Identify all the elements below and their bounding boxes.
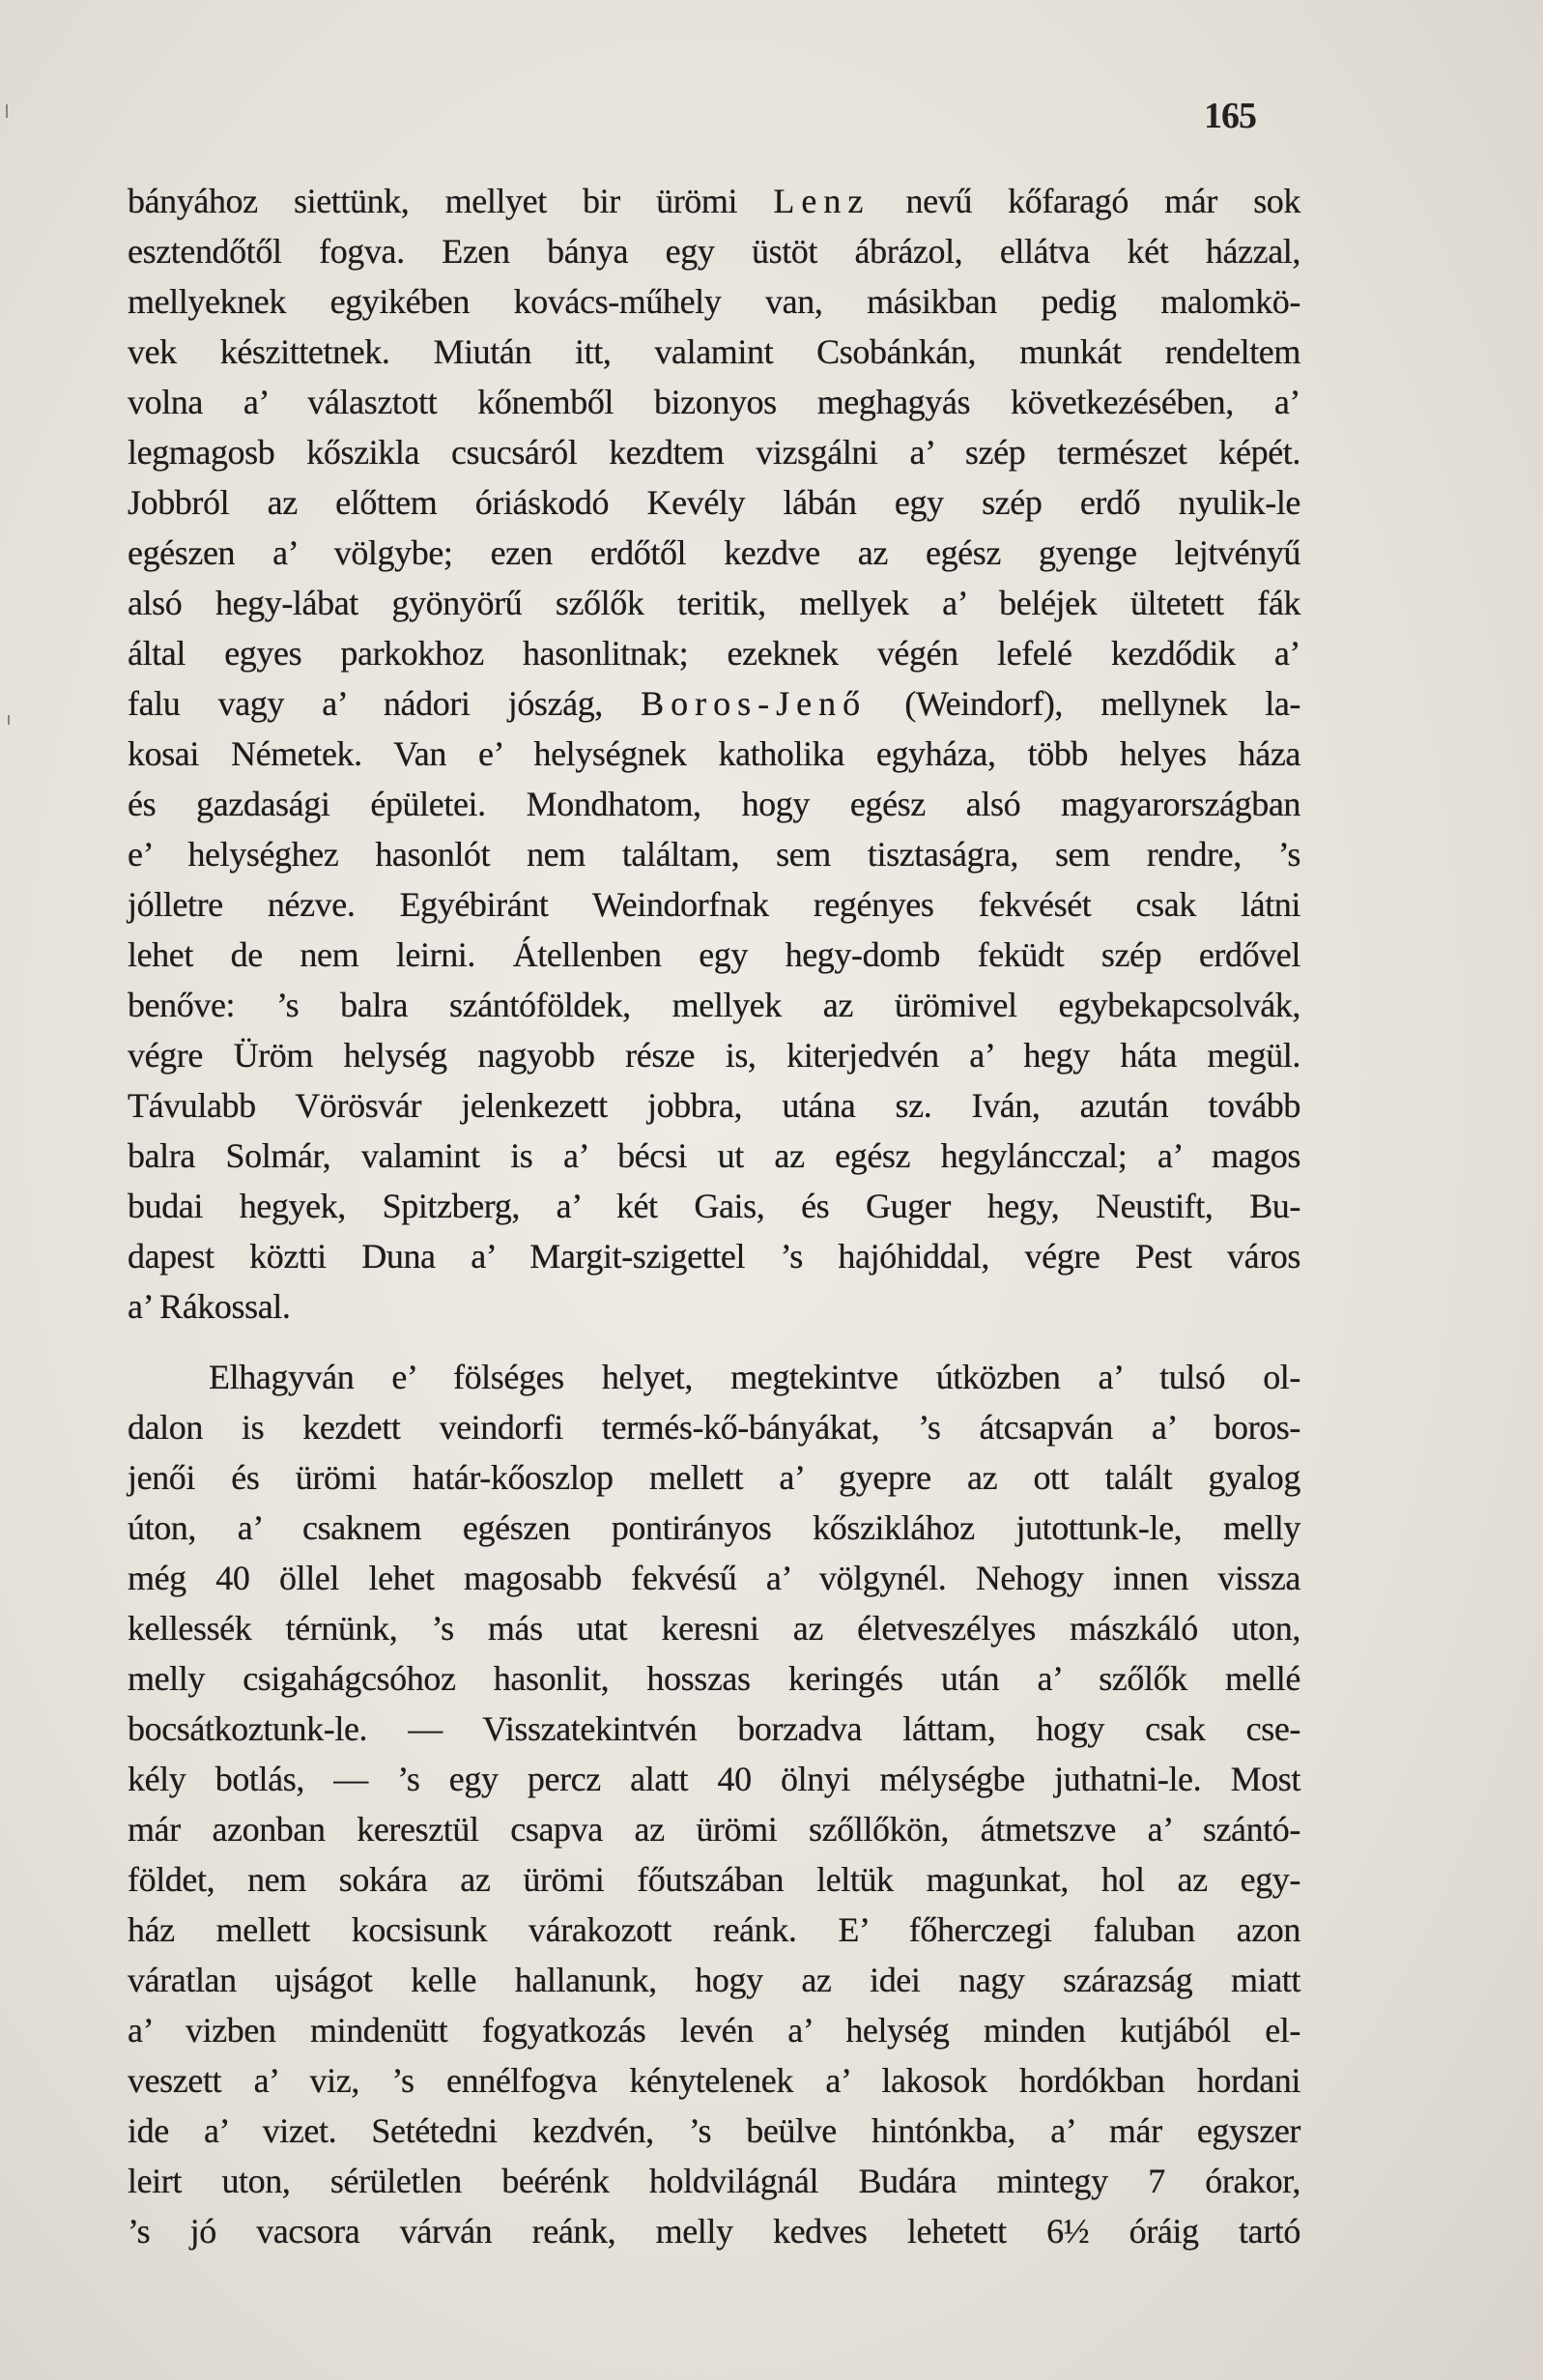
text-line: Elhagyván e’ fölséges helyet, megtekintve útközben a’ tulsó ol- xyxy=(209,1358,1300,1396)
text-line: esztendőtől fogva. Ezen bánya egy üstöt ábrázol, ellátva két házzal, xyxy=(128,232,1300,271)
paragraph-2 xyxy=(128,1352,1300,2256)
text-line: bocsátkoztunk-le. — Visszatekintvén borzadva láttam, hogy csak cse- xyxy=(128,1709,1300,1748)
text-line: dapest köztti Duna a’ Margit-szigettel ’s hajóhiddal, végre Pest város xyxy=(128,1237,1300,1276)
text-line: Jobbról az előttem óriáskodó Kevély lábán egy szép erdő nyulik-le xyxy=(128,483,1300,522)
text-line: földet, nem sokára az ürömi főutszában leltük magunkat, hol az egy- xyxy=(128,1860,1300,1899)
spaced-name: Lenz xyxy=(773,182,871,220)
text-segment: bányához siettünk, mellyet bir ürömi xyxy=(128,182,774,220)
text-line: mellyeknek egyikében kovács-műhely van, másikban pedig malomkö- xyxy=(128,282,1300,321)
text-line: veszett a’ viz, ’s ennélfogva kénytelenek a’ lakosok hordókban hordani xyxy=(128,2061,1300,2100)
text-line: úton, a’ csaknem egészen pontirányos kősziklához jutottunk-le, melly xyxy=(128,1508,1300,1547)
text-line: Távulabb Vörösvár jelenkezett jobbra, utána sz. Iván, azután tovább xyxy=(128,1086,1300,1125)
text-line: kellessék térnünk, ’s más utat keresni az életveszélyes mászkáló uton, xyxy=(128,1609,1300,1648)
text-line: kély botlás, — ’s egy percz alatt 40 ölnyi mélységbe juthatni-le. Most xyxy=(128,1760,1300,1798)
text-line: ide a’ vizet. Setétedni kezdvén, ’s beülve hintónkba, a’ már egyszer xyxy=(128,2111,1300,2150)
text-line: dalon is kezdett veindorfi termés-kő-bányákat, ’s átcsapván a’ boros- xyxy=(128,1408,1300,1447)
spaced-name: Boros-Jenő xyxy=(641,684,868,723)
text-line xyxy=(128,176,1300,226)
text-line: a’ Rákossal. xyxy=(128,1287,291,1326)
text-line: és gazdasági épületei. Mondhatom, hogy egész alsó magyarországban xyxy=(128,785,1300,823)
text-line: legmagosb kőszikla csucsáról kezdtem vizsgálni a’ szép természet képét. xyxy=(128,433,1300,472)
text-line: által egyes parkokhoz hasonlitnak; ezeknek végén lefelé kezdődik a’ xyxy=(128,634,1300,673)
text-line: a’ vizben mindenütt fogyatkozás levén a’ helység minden kutjából el- xyxy=(128,2011,1300,2050)
text-line: leirt uton, sérületlen beérénk holdvilágnál Budára mintegy 7 órakor, xyxy=(128,2162,1300,2200)
paragraph-1 xyxy=(128,176,1300,1332)
text-line: jólletre nézve. Egyébiránt Weindorfnak regényes fekvését csak látni xyxy=(128,885,1300,924)
text-segment: falu vagy a’ nádori jószág, xyxy=(128,684,642,723)
text-line: ’s jó vacsora várván reánk, melly kedves lehetett 6½ óráig tartó xyxy=(128,2212,1300,2251)
text-line: egészen a’ völgybe; ezen erdőtől kezdve az egész gyenge lejtvényű xyxy=(128,533,1300,572)
page-edge-mark xyxy=(6,104,8,118)
text-line: váratlan ujságot kelle hallanunk, hogy az idei nagy szárazság miatt xyxy=(128,1961,1300,1999)
text-line: kosai Németek. Van e’ helységnek katholika egyháza, több helyes háza xyxy=(128,734,1300,773)
text-line: jenői és ürömi határ-kőoszlop mellett a’ gyepre az ott talált gyalog xyxy=(128,1458,1300,1497)
text-line: e’ helységhez hasonlót nem találtam, sem tisztaságra, sem rendre, ’s xyxy=(128,835,1300,874)
page-edge-mark xyxy=(8,715,10,725)
text-line: volna a’ választott kőnemből bizonyos meghagyás következésében, a’ xyxy=(128,383,1300,421)
text-segment: nevű kőfaragó már sok xyxy=(870,182,1300,220)
text-line: ház mellett kocsisunk várakozott reánk. E’ főherczegi faluban azon xyxy=(128,1910,1300,1949)
page-number: 165 xyxy=(1204,96,1256,136)
text-line: melly csigahágcsóhoz hasonlit, hosszas keringés után a’ szőlők mellé xyxy=(128,1659,1300,1698)
text-line: alsó hegy-lábat gyönyörű szőlők teritik, mellyek a’ beléjek ültetett fák xyxy=(128,584,1300,622)
text-line: benőve: ’s balra szántóföldek, mellyek az ürömivel egybekapcsolvák, xyxy=(128,986,1300,1024)
text-line: vek készittetnek. Miután itt, valamint Csobánkán, munkát rendeltem xyxy=(128,332,1300,371)
text-line: balra Solmár, valamint is a’ bécsi ut az egész hegyláncczal; a’ magos xyxy=(128,1136,1300,1175)
text-segment: (Weindorf), mellynek la- xyxy=(867,684,1300,723)
text-line: budai hegyek, Spitzberg, a’ két Gais, és Guger hegy, Neustift, Bu- xyxy=(128,1187,1300,1225)
text-line: még 40 öllel lehet magosabb fekvésű a’ völgynél. Nehogy innen vissza xyxy=(128,1559,1300,1597)
text-line: végre Üröm helység nagyobb része is, kiterjedvén a’ hegy háta megül. xyxy=(128,1036,1300,1075)
text-line xyxy=(128,678,1300,729)
text-line: lehet de nem leirni. Átellenben egy hegy-domb feküdt szép erdővel xyxy=(128,935,1300,974)
text-line: már azonban keresztül csapva az ürömi szőllőkön, átmetszve a’ szántó- xyxy=(128,1810,1300,1849)
